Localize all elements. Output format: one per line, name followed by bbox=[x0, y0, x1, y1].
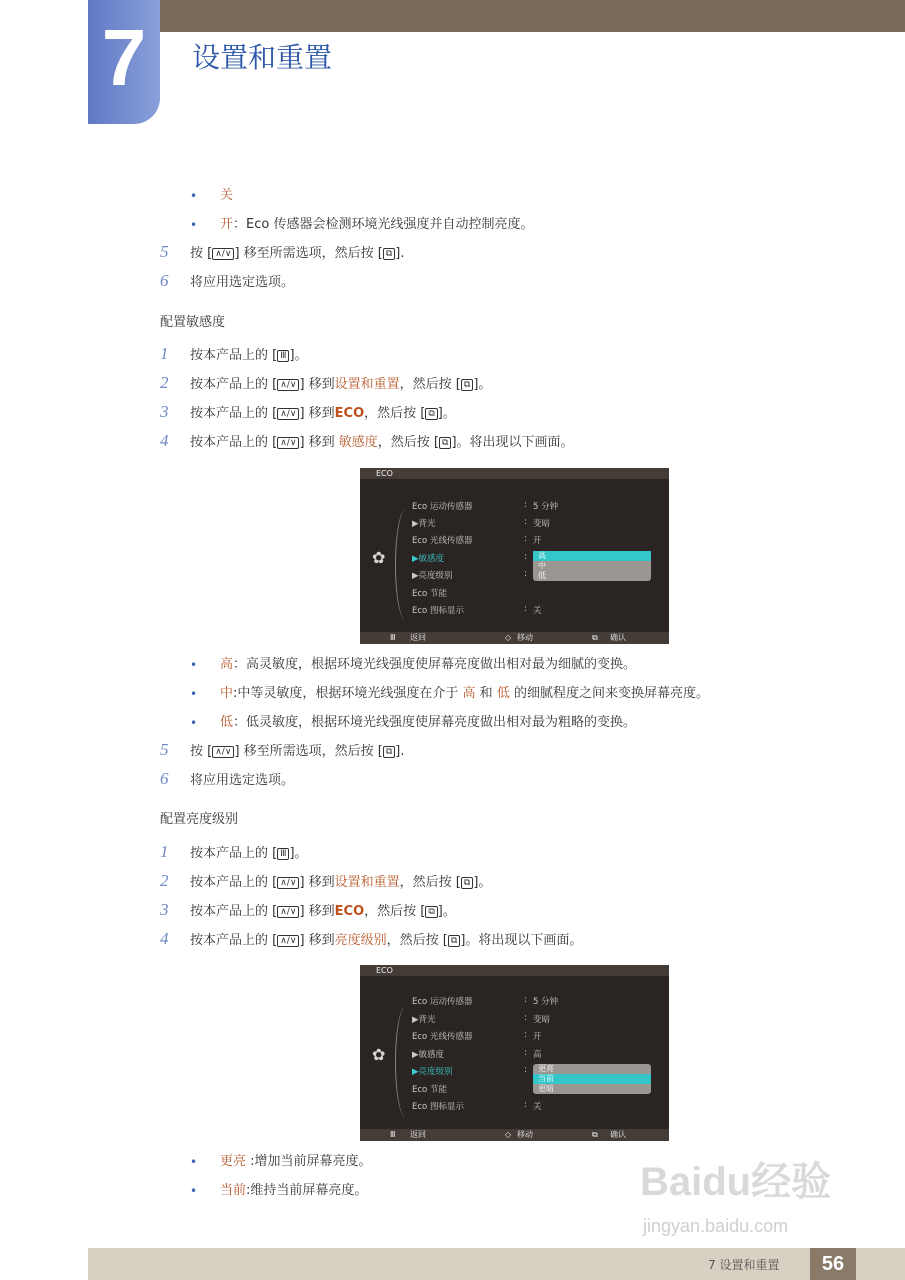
bottom-bar bbox=[88, 1248, 905, 1280]
step-text: 按 [ ∧/∨ ] 移至所需选项，然后按 [ ⧉ ]. bbox=[190, 246, 405, 261]
step-text: 按本产品上的 [ ∧/∨ ] 移到亮度级别，然后按 [ ⧉ ]。将出现以下画面。 bbox=[190, 933, 583, 948]
step-number: 1 bbox=[160, 842, 169, 861]
menu-key-icon: Ⅲ bbox=[277, 350, 289, 362]
up-down-key-icon: ∧/∨ bbox=[212, 746, 234, 758]
osd-row: Eco 图标显示 : 关 bbox=[412, 1100, 542, 1112]
step-number: 5 bbox=[160, 242, 169, 261]
dropdown-item: 更暗 bbox=[538, 1084, 554, 1093]
osd-row: Eco 光线传感器 : 开 bbox=[412, 534, 542, 546]
dropdown-item: 当前 bbox=[533, 1074, 651, 1084]
up-down-key-icon: ∧/∨ bbox=[277, 437, 299, 449]
step-text: 按本产品上的 [ Ⅲ ]。 bbox=[190, 846, 308, 861]
osd-row: Eco 节能 bbox=[412, 1085, 447, 1095]
osd-row: ▶亮度级别 : bbox=[412, 569, 527, 581]
enter-key-icon: ⧉ bbox=[448, 935, 460, 947]
step-number: 3 bbox=[160, 402, 169, 421]
osd-row: ▶背光 : 变暗 bbox=[412, 517, 551, 529]
footer-chapter: 7 设置和重置 bbox=[708, 1258, 780, 1272]
bullet-on: • 开：Eco 传感器会检测环境光线强度并自动控制亮度。 bbox=[220, 216, 533, 234]
step-number: 3 bbox=[160, 900, 169, 919]
osd-footer: Ⅲ 返回 ◇ 移动 ⧉ 确认 bbox=[360, 632, 669, 644]
bullet-high: • 高：高灵敏度，根据环境光线强度使屏幕亮度做出相对最为细腻的变换。 bbox=[220, 656, 636, 674]
baidu-watermark-logo: Baidu经验 bbox=[640, 1160, 832, 1204]
top-bar bbox=[160, 0, 905, 32]
osd-row: Eco 图标显示 : 关 bbox=[412, 604, 542, 616]
up-down-key-icon: ∧/∨ bbox=[277, 906, 299, 918]
step-text: 按 [ ∧/∨ ] 移至所需选项，然后按 [ ⧉ ]. bbox=[190, 744, 405, 759]
enter-key-icon: ⧉ bbox=[461, 877, 473, 889]
step-number: 4 bbox=[160, 431, 169, 450]
section-title-brightness: 配置亮度级别 bbox=[160, 812, 239, 827]
step-number: 5 bbox=[160, 740, 169, 759]
step-text: 按本产品上的 [ Ⅲ ]。 bbox=[190, 348, 308, 363]
step-number: 6 bbox=[160, 271, 169, 290]
step-number: 2 bbox=[160, 871, 169, 890]
bullet-off: • 关 bbox=[220, 187, 233, 205]
step-number: 2 bbox=[160, 373, 169, 392]
bullet-current: • 当前:维持当前屏幕亮度。 bbox=[220, 1182, 367, 1200]
step-text: 按本产品上的 [ ∧/∨ ] 移到设置和重置，然后按 [ ⧉ ]。 bbox=[190, 377, 492, 392]
enter-key-icon: ⧉ bbox=[439, 437, 451, 449]
menu-icon: Ⅲ bbox=[390, 633, 396, 642]
page-number: 56 bbox=[810, 1248, 856, 1280]
step-text: 将应用选定选项。 bbox=[190, 773, 295, 788]
dropdown-item: 更亮 bbox=[538, 1064, 554, 1073]
chapter-number: 7 bbox=[101, 13, 147, 102]
osd-title: ECO bbox=[360, 965, 669, 976]
move-icon: ◇ bbox=[505, 1130, 512, 1139]
step-text: 按本产品上的 [ ∧/∨ ] 移到 敏感度，然后按 [ ⧉ ]。将出现以下画面。 bbox=[190, 435, 574, 450]
step-text: 按本产品上的 [ ∧/∨ ] 移到设置和重置，然后按 [ ⧉ ]。 bbox=[190, 875, 492, 890]
step-number: 6 bbox=[160, 769, 169, 788]
move-icon: ◇ bbox=[505, 633, 512, 642]
menu-key-icon: Ⅲ bbox=[277, 848, 289, 860]
up-down-key-icon: ∧/∨ bbox=[277, 379, 299, 391]
osd-row: ▶敏感度 : 高 bbox=[412, 1048, 542, 1060]
enter-key-icon: ⧉ bbox=[425, 906, 437, 918]
baidu-watermark-url: jingyan.baidu.com bbox=[643, 1216, 789, 1236]
up-down-key-icon: ∧/∨ bbox=[277, 935, 299, 947]
enter-icon: ⧉ bbox=[592, 633, 598, 642]
bullet-low: • 低：低灵敏度，根据环境光线强度使屏幕亮度做出相对最为粗略的变换。 bbox=[220, 714, 636, 732]
enter-key-icon: ⧉ bbox=[383, 746, 395, 758]
dropdown-item: 中 bbox=[538, 561, 546, 570]
osd-row: Eco 节能 bbox=[412, 589, 447, 599]
enter-key-icon: ⧉ bbox=[461, 379, 473, 391]
osd-row-selected: ▶敏感度 : bbox=[412, 552, 527, 564]
up-down-key-icon: ∧/∨ bbox=[277, 408, 299, 420]
dropdown-item: 高 bbox=[533, 551, 651, 561]
enter-icon: ⧉ bbox=[592, 1130, 598, 1139]
step-text: 将应用选定选项。 bbox=[190, 275, 295, 290]
osd-dropdown bbox=[533, 1064, 651, 1094]
bullet-brighter: • 更亮 :增加当前屏幕亮度。 bbox=[220, 1153, 372, 1171]
gear-icon: ✿ bbox=[372, 1045, 386, 1064]
osd-screen-brightness bbox=[360, 965, 669, 1141]
osd-screen-sensitivity bbox=[360, 468, 669, 644]
osd-footer: Ⅲ 返回 ◇ 移动 ⧉ 确认 bbox=[360, 1129, 669, 1141]
step-text: 按本产品上的 [ ∧/∨ ] 移到ECO，然后按 [ ⧉ ]。 bbox=[190, 904, 456, 919]
gear-icon: ✿ bbox=[372, 548, 386, 567]
osd-row: ▶背光 : 变暗 bbox=[412, 1013, 551, 1025]
section-title-sensitivity: 配置敏感度 bbox=[160, 315, 226, 330]
step-number: 4 bbox=[160, 929, 169, 948]
osd-dropdown bbox=[533, 551, 651, 581]
up-down-key-icon: ∧/∨ bbox=[277, 877, 299, 889]
osd-row-selected: ▶亮度级别 : bbox=[412, 1065, 527, 1077]
bullet-medium: • 中:中等灵敏度，根据环境光线强度在介于 高 和 低 的细腻程度之间来变换屏幕亮度。 bbox=[220, 685, 709, 703]
osd-row: Eco 运动传感器 : 5 分钟 bbox=[412, 500, 559, 512]
up-down-key-icon: ∧/∨ bbox=[212, 248, 234, 260]
osd-title: ECO bbox=[360, 468, 669, 479]
osd-row: Eco 运动传感器 : 5 分钟 bbox=[412, 995, 559, 1007]
enter-key-icon: ⧉ bbox=[383, 248, 395, 260]
enter-key-icon: ⧉ bbox=[425, 408, 437, 420]
step-text: 按本产品上的 [ ∧/∨ ] 移到ECO，然后按 [ ⧉ ]。 bbox=[190, 406, 456, 421]
dropdown-item: 低 bbox=[538, 571, 546, 580]
menu-icon: Ⅲ bbox=[390, 1130, 396, 1139]
step-number: 1 bbox=[160, 344, 169, 363]
osd-row: Eco 光线传感器 : 开 bbox=[412, 1030, 542, 1042]
chapter-title: 设置和重置 bbox=[192, 41, 333, 74]
